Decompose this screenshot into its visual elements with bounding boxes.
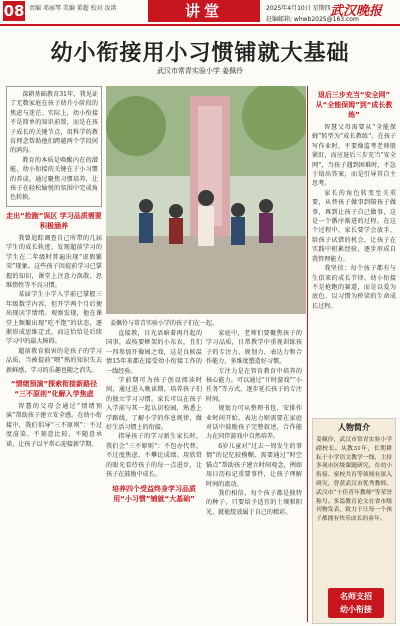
paragraph: 智慧父母需要从“全能保姆”转型为“成长教练”。在孩子写作业时，不要像监考老师般紧盯，而应退后三步充当“安全网”，当孩子遇到困难时，不急于给出答案，而是引导其自主思考。 (312, 124, 396, 188)
column-d (312, 86, 396, 416)
column-c (206, 329, 302, 622)
issue-date: 2025年4月10日 星期四 (266, 5, 331, 12)
intro-paragraph-2: 教育的本质是唤醒内在的潜能，幼小衔接的关键在于小习惯的养成。通过聚焦习惯培养，让孩子在轻松愉悦的氛围中完成角色转换。 (10, 156, 98, 202)
subheading-2: “情绪预演”探索衔接新路径 “三不原则”化解入学焦虑 (10, 379, 98, 398)
paragraph: 规划力可从整理书包、安排作业时间开始。表达力则需要在家庭对话中鼓励孩子完整叙述，合作能力在同伴游戏中自然培养。 (206, 405, 302, 441)
paragraph: 我曾追踪调查自己所带的几届学生的成长轨迹，发现超前学习的学生在二年级时普遍出现“虚假繁荣”现象。这些孩子因提前学习已掌握的知识，课堂上注意力涣散、思维惰性等不良习惯。 (6, 234, 102, 289)
staff-credits: 责编 邓丽琴 美编 董超 校对 汝洪 (29, 5, 117, 12)
intro-box (6, 86, 102, 207)
article-title: 幼小衔接用小习惯铺就大基础 (50, 40, 350, 66)
column-b (106, 329, 202, 622)
section-banner: 讲堂 (148, 0, 260, 22)
photo-illustration (106, 86, 306, 314)
column-badge (328, 588, 384, 618)
paper-name: 武汉晚报 (330, 4, 383, 19)
article-author: 武汉市常青实验小学 姜佩伶 (156, 67, 244, 75)
subheading-4: 退后三步充当“安全网” 从“全能保姆”到“成长教练” (315, 91, 393, 119)
paragraph: 家长的角色转变至关重要，从替孩子做事到陪孩子做事，再到让孩子自己做事，这是一个循序渐进的过程。在这个过程中，家长要学会放手，给孩子试错的机会，让孩子在实践中积累经验，逐步形成自我管理能力。 (312, 189, 396, 263)
header-rule (0, 24, 400, 26)
badge-line-2: 幼小衔接 (340, 605, 372, 614)
photo-caption: 姜佩伶与常青实验小学的孩子们在一起。 (110, 320, 219, 327)
paragraph: 超前教育损害的是孩子的学习品质，当被提前“喂”熟的知识失去新鲜感，学习的乐趣也随之消失。 (6, 347, 102, 374)
paragraph: 智慧的父母会通过“情绪预演”帮助孩子建立安全感。在幼小衔接中，我们倡导“三不原则”：不过度渲染、不刻意比较、不随意承诺，让孩子以平常心迎接新学期。 (6, 402, 102, 448)
paragraph: 我们相信，每个孩子都是独特的种子，只要给予适宜的土壤和阳光，就能绽放属于自己的精彩。 (206, 489, 302, 516)
subheading-3: 培养四个受益终身学习品质 用“小习惯”铺就“大基础” (112, 484, 196, 503)
page-number: 08 (3, 2, 25, 20)
column-a (6, 86, 102, 622)
paragraph: 6岁儿童对“过去一周发生的事情”的记忆较模糊，需要通过“时空锚点”帮助孩子建立时间观念，例如用日历标记重要事件，让孩子理解时间的流动。 (206, 442, 302, 488)
paragraph: 学前期可为孩子创设阅读时间，通过进入晚读期，培养孩子们的独立学习习惯。家长可以在孩子入学前与其一起认识校园，熟悉上学路线，了解小学的作息规律，做好生活习惯上的衔接。 (106, 377, 202, 432)
paragraph: 我坚信：每个孩子都有与生俱来的成长节律。幼小衔接不是抢跑的赛道，而是以爱为底色、以习惯为桥梁的生命成长过程。 (312, 265, 396, 310)
paragraph: 家庭中，老师们要聚焦孩子的学习品质，日常教学中重视训练孩子的专注力、规划力、表达力和合作能力，多维度塑造好习惯。 (206, 330, 302, 366)
paragraph: 指导孩子的学习新生家长时，我们会“三不原则”：不包办代替、不过度焦虑、不攀比成绩。用欣赏的眼光看待孩子的每一点进步，让孩子在鼓励中成长。 (106, 433, 202, 479)
column-divider (307, 86, 308, 622)
subheading-1: 走出“抢跑”误区 学习品质需要积极涵养 (6, 211, 102, 230)
profile-bio: 姜佩伶，武汉市常青实验小学副校长。从教31年，长期耕耘于小学语文教学一线，主持多项市区级课题研究，在幼小衔接、家校共育等领域有深入研究，曾获武汉市优秀教师、武汉市“十佳青年教师”等荣誉称号。多篇教育论文在省市级刊物发表，致力于让每一个孩子都拥有快乐成长的童年。 (316, 437, 392, 523)
profile-title: 人物简介 (338, 423, 370, 432)
paragraph: 直接教，目光语暗着再丹起的国事，或按要框架的小东衣，且们一四参加开像园之戏，这是良候温情15年来都在接受幼小衔接工作的一线经验。 (106, 330, 202, 375)
page-header (0, 0, 400, 40)
intro-paragraph: 深耕基础教育31年，我见证了无数家庭在孩子幼升小阶段的焦虑与迷茫。实际上，幼小衔接不是简单的知识前置，而是在孩子成长的关键节点，用科学的教育理念帮助他们跨越两个学段间的鸿沟。 (10, 91, 98, 155)
paragraph: 专注力是在智育教育中培养的核心能力。可以通过“计时游戏”“小任务”等方式，逐步延长孩子的专注时间。 (206, 367, 302, 403)
article-photo (106, 86, 306, 314)
badge-line-1: 名师支招 (340, 592, 372, 601)
editor-email: 赶编邮箱: whwb2025@163.com (266, 16, 359, 23)
paragraph: 某届学生小学入学前已掌握三年级数学内容，但开学两个月后便出现厌学情绪。观察发现，他在课堂上频繁出现“吃不饱”的状态，逐渐形成思维定式，而这恰恰是后续学习中的最大障碍。 (6, 291, 102, 346)
